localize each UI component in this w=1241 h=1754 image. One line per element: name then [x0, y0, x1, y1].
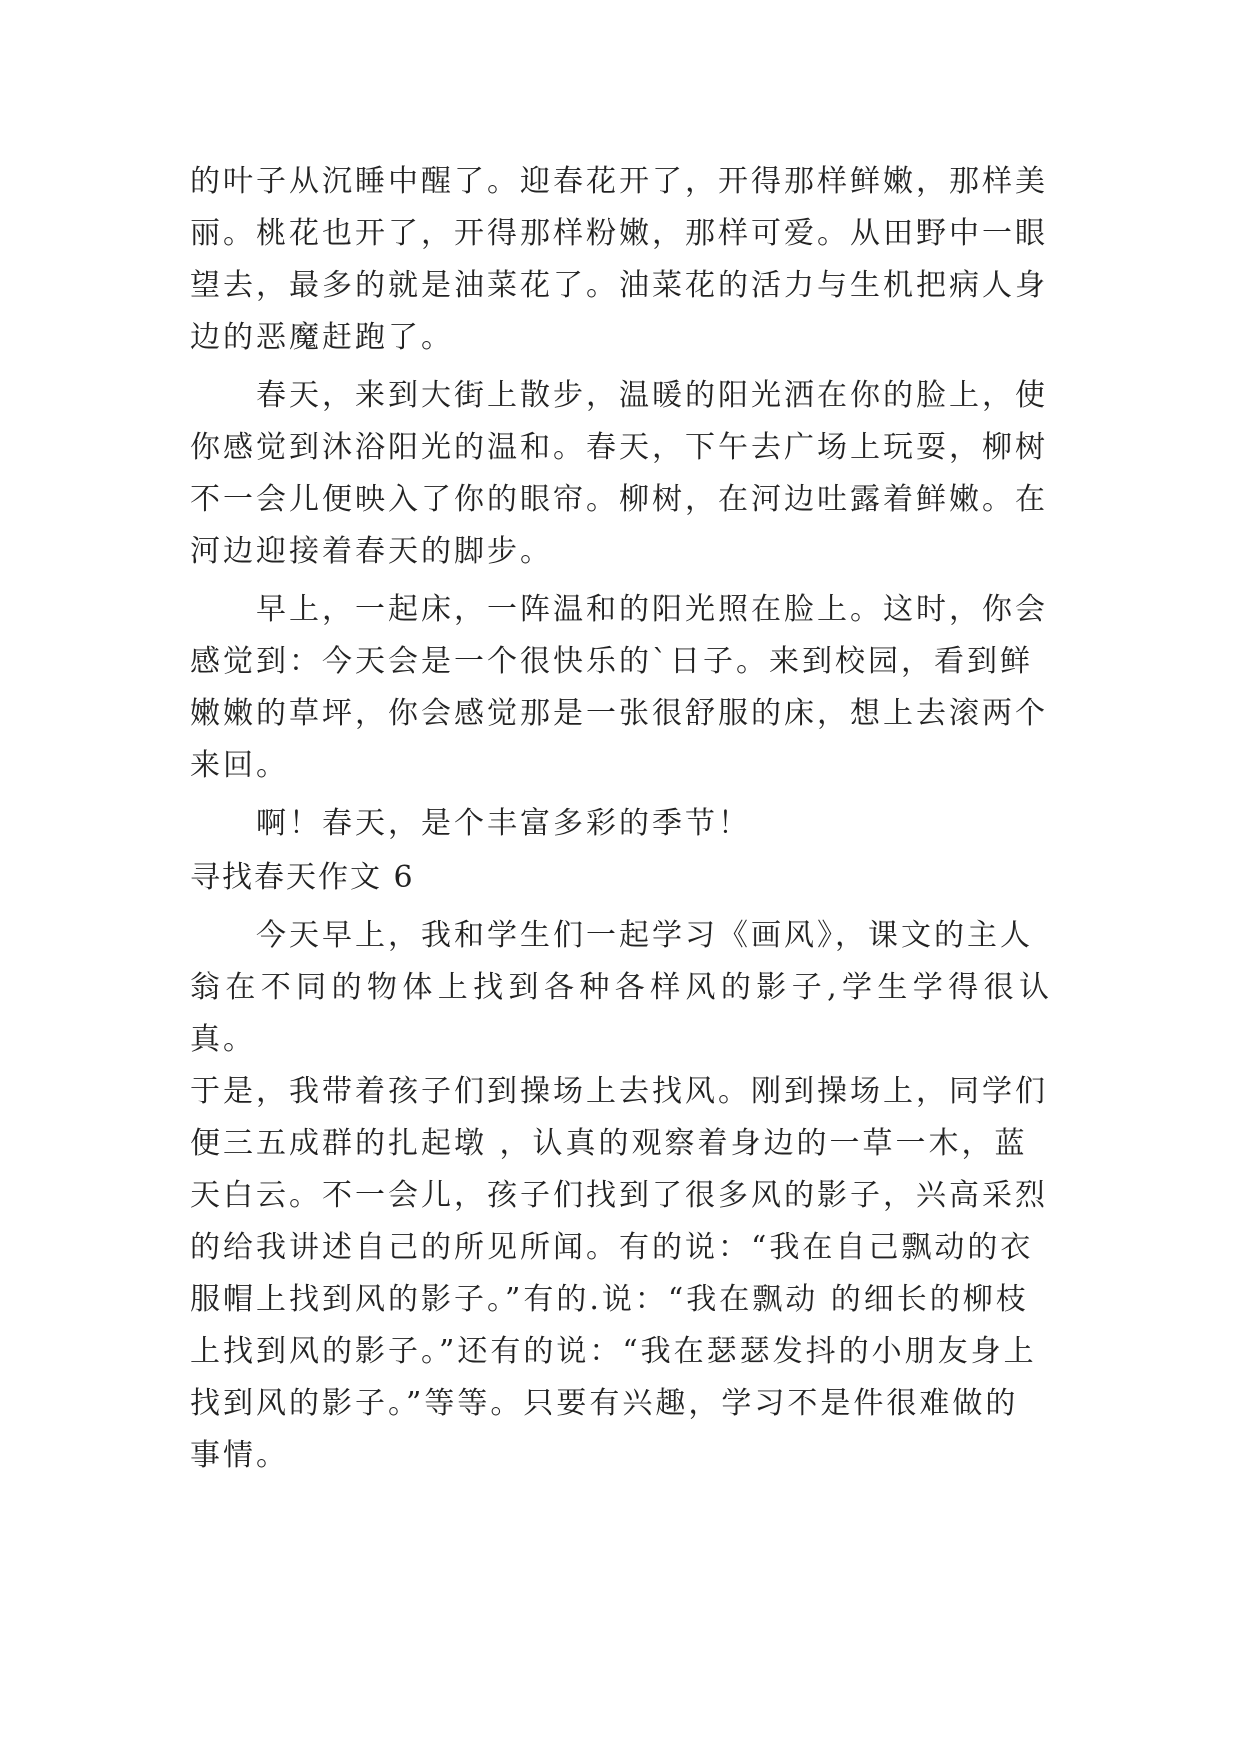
- paragraph-1: 的叶子从沉睡中醒了。迎春花开了，开得那样鲜嫩，那样美 丽。桃花也开了，开得那样粉嫩，那样可爱。从田野中一眼 望去，最多的就是油菜花了。油菜花的活力与生机把病人身 边的恶魔赶跑了。: [190, 164, 1048, 355]
- paragraph-3: 早上，一起床，一阵温和的阳光照在脸上。这时，你会 感觉到：今天会是一个很快乐的`日子。来到校园，看到鲜 嫩嫩的草坪，你会感觉那是一张很舒服的床，想上去滚两个 来回。: [190, 592, 1048, 783]
- paragraph-4: 啊！春天，是个丰富多彩的季节！: [256, 806, 751, 841]
- paragraph-2: 春天，来到大街上散步，温暖的阳光洒在你的脸上，使 你感觉到沐浴阳光的温和。春天，下午去广场上玩耍，柳树 不一会儿便映入了你的眼帘。柳树，在河边吐露着鲜嫩。在 河边迎接着春天的脚步。: [190, 378, 1048, 569]
- section-heading: 寻找春天作文 6: [190, 860, 415, 895]
- paragraph-5: 今天早上，我和学生们一起学习《画风》，课文的主人 翁在不同的物体上找到各种各样风的影子,学生学得很认真。 于是，我带着孩子们到操场上去找风。刚到操场上，同学们 便三五成群的扎起墩 ，认真的观察着身边的一草一木，蓝 天白云。不一会儿，孩子们找到了很多风的影子，兴高采烈 的给我讲述自己的所见所闻。有的说：“我在自己飘动的衣 服帽上找到风的影子。”有的.说：“我在飘动 的细长的柳枝 上找到风的影子。”还有的说：“我在瑟瑟发抖的小朋友身上 找到风的影子。”等等。只要有兴趣，学习不是件很难做的 事情。: [190, 918, 1052, 1473]
- document-body: [190, 156, 1052, 1488]
